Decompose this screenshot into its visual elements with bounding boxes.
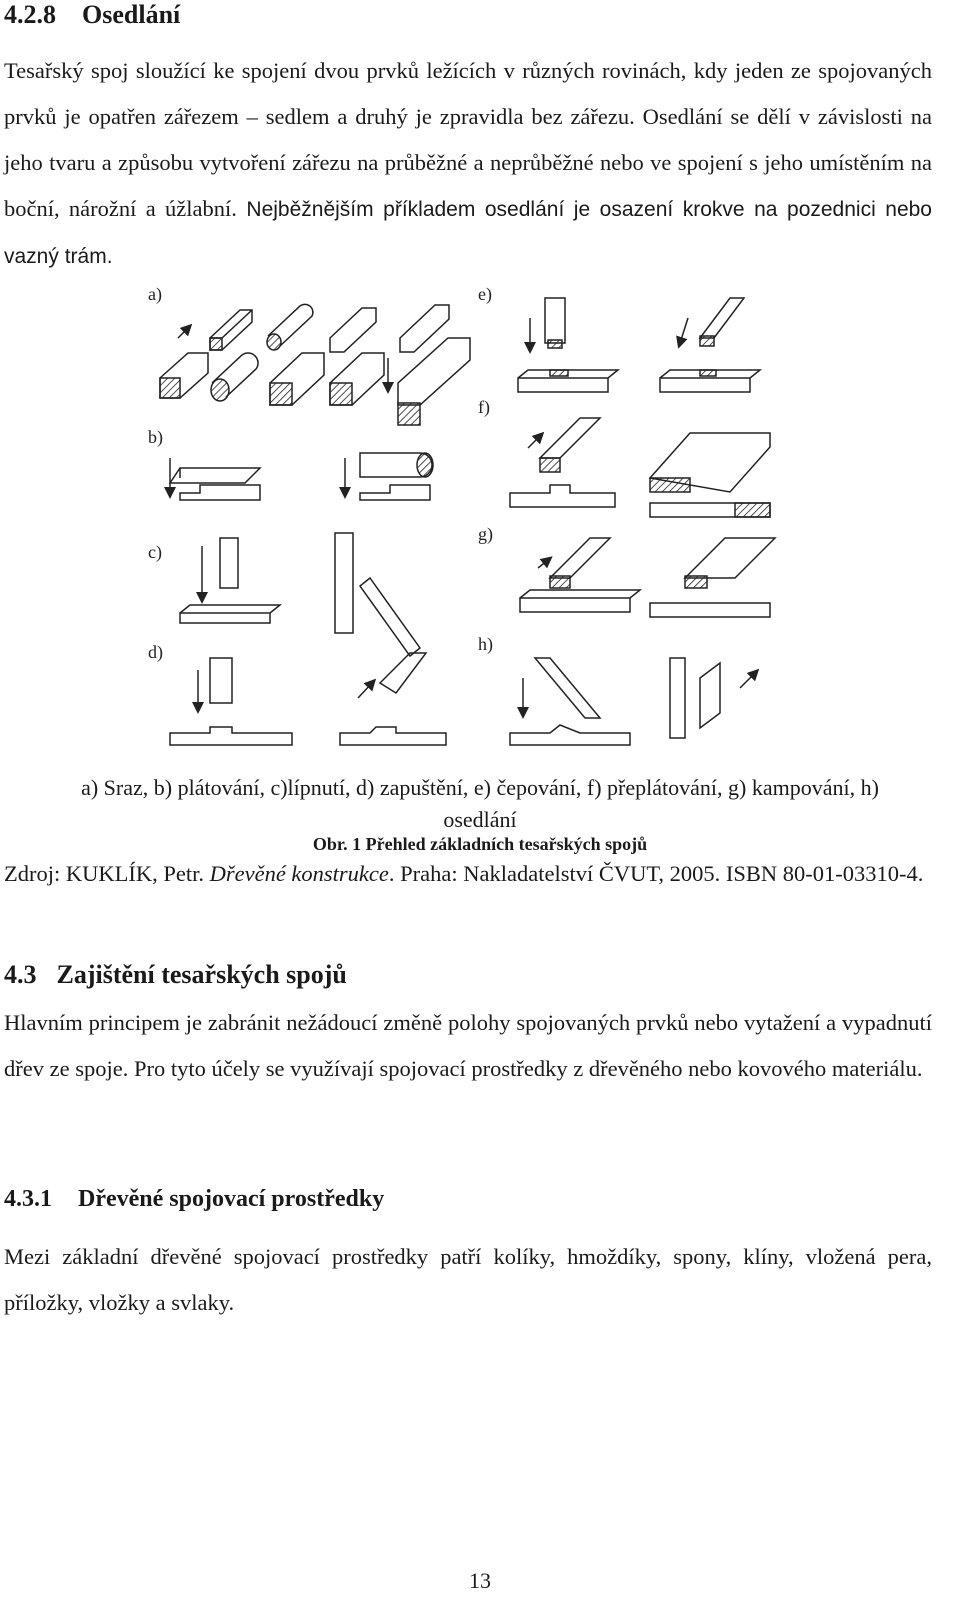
- joint-g-kampovani: [520, 538, 775, 617]
- label-b: b): [148, 427, 163, 447]
- joints-figure: [140, 278, 800, 758]
- label-c: c): [148, 542, 162, 562]
- figure-source: [4, 858, 932, 890]
- joint-a-sraz: [160, 304, 470, 425]
- source-suffix: . Praha: Nakladatelství ČVUT, 2005. ISBN 80-01-03310-4.: [388, 861, 924, 886]
- paragraph-drevene-prostredky: Mezi základní dřevěné spojovací prostředky patří kolíky, hmoždíky, spony, klíny, vložená pera, příložky, vložky a svlaky.: [4, 1244, 932, 1315]
- paragraph-osedlani: [4, 48, 932, 280]
- section-title: Osedlání: [82, 0, 181, 29]
- page-number: 13: [469, 1568, 491, 1593]
- section-number: 4.2.8: [4, 0, 56, 29]
- paragraph-osedlani-main: Tesařský spoj sloužící ke spojení dvou prvků ležících v různých rovinách, kdy jeden ze spojovaných prvků je opatřen zářezem – sedlem a druhý je zpravidla bez zářezu. Osedlání se dělí v závislosti na jeho tvaru a způsobu vytvoření zářezu na průběžné a neprůběžné nebo ve spojení s jeho umístěním na boční, nárožní a úžlabní.: [4, 58, 932, 221]
- source-prefix: Zdroj: KUKLÍK, Petr.: [4, 861, 210, 886]
- section-title: Dřevěné spojovací prostředky: [78, 1186, 385, 1212]
- label-f: f): [478, 397, 490, 417]
- label-g: g): [478, 524, 493, 544]
- section-title: Zajištění tesařských spojů: [56, 960, 347, 989]
- section-heading-4-3-1: [4, 1184, 384, 1214]
- joint-h-osedlani: [510, 658, 755, 745]
- section-number: 4.3: [4, 960, 37, 989]
- paragraph-osedlani-tail: Nejběžnějším příkladem osedlání je osazení krokve na pozednici nebo vazný trám.: [4, 198, 932, 268]
- section-heading-4-3: [4, 960, 347, 990]
- joint-c-lipnuti: [180, 533, 420, 656]
- label-e: e): [478, 284, 492, 304]
- joint-e-cepovani: [518, 298, 760, 392]
- joint-d-zapusteni: [170, 653, 446, 745]
- section-number: 4.3.1: [4, 1186, 52, 1212]
- joints-illustration: [140, 278, 800, 758]
- paragraph-zajisteni: Hlavním principem je zabránit nežádoucí změně polohy spojovaných prvků nebo vytažení a vypadnutí dřev ze spoje. Pro tyto účely se využívají spojovací prostředky z dřevěného nebo kovového materiálu.: [4, 1010, 932, 1081]
- figure-caption: a) Sraz, b) plátování, c)lípnutí, d) zapuštění, e) čepování, f) přeplátování, g) kampování, h) osedlání: [81, 775, 879, 832]
- label-a: a): [148, 284, 162, 304]
- label-d: d): [148, 642, 163, 662]
- section-heading-4-2-8: [4, 0, 180, 30]
- figure-label: Obr. 1 Přehled základních tesařských spojů: [312, 834, 648, 854]
- joint-f-preplatovani: [510, 418, 770, 517]
- source-title: Dřevěné konstrukce: [209, 861, 389, 886]
- joint-b-platovani: [170, 453, 433, 500]
- label-h: h): [478, 634, 493, 654]
